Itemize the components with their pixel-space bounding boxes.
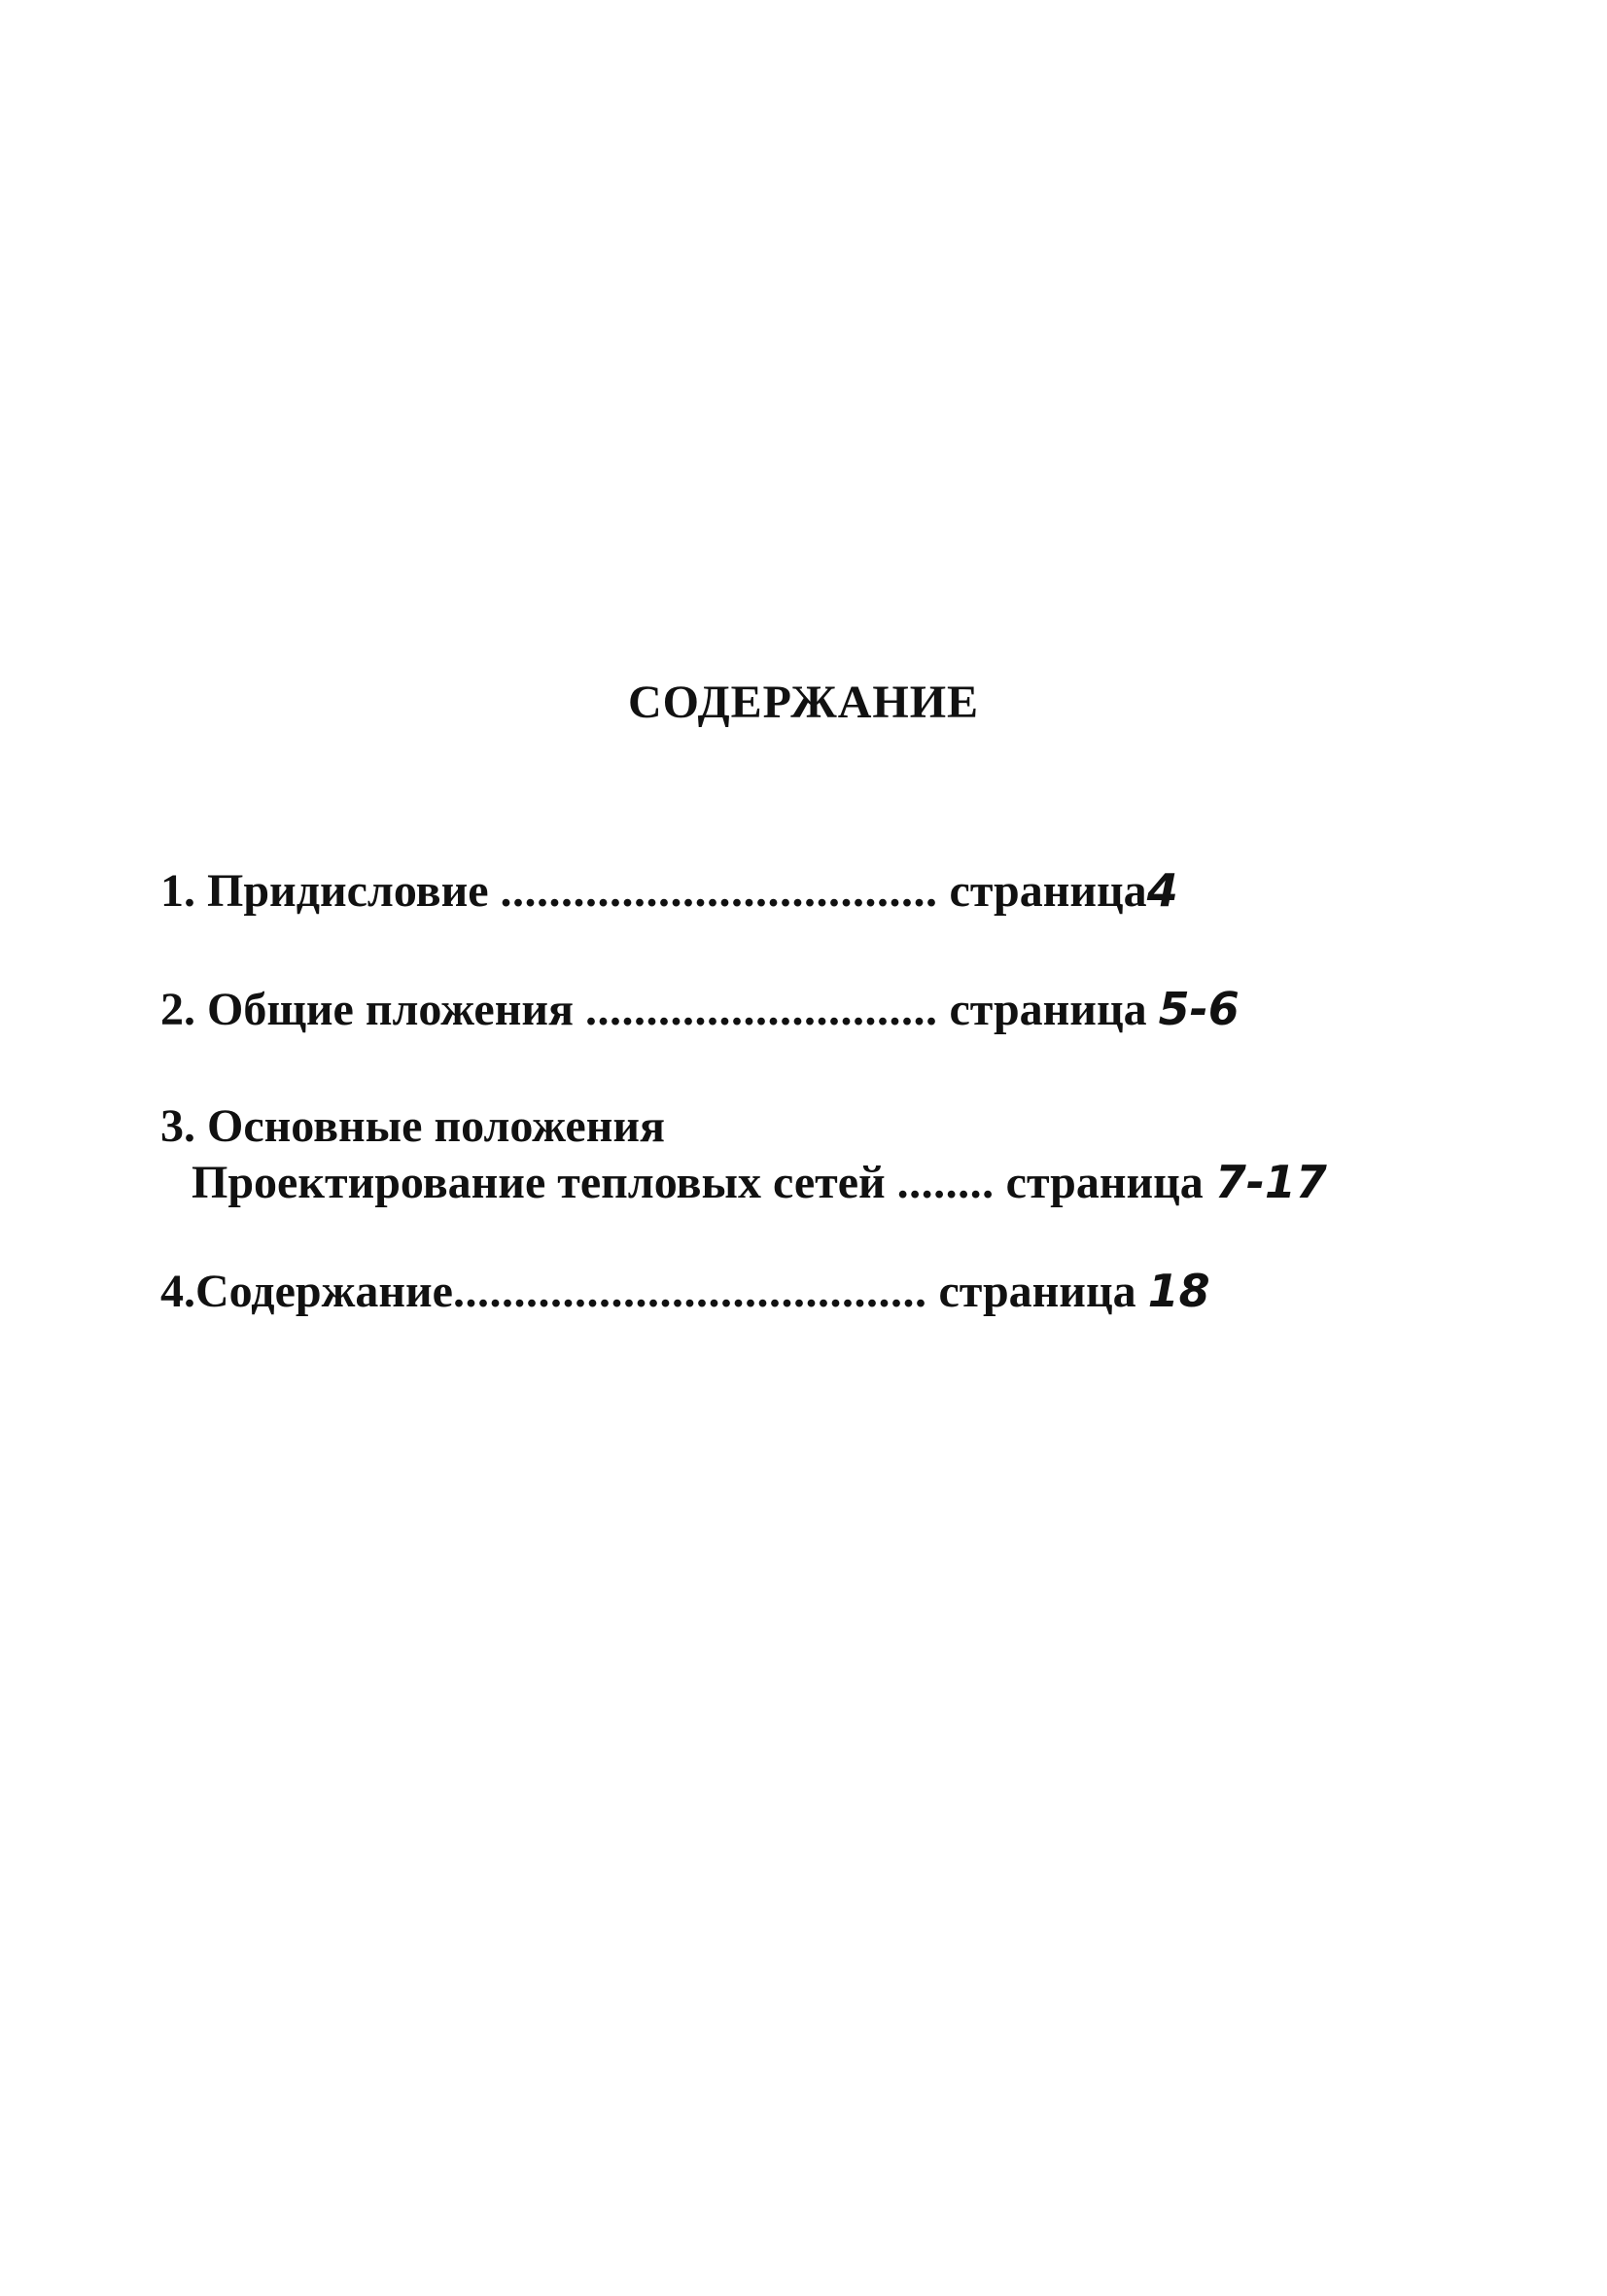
entry-title: Основные положения (207, 1100, 665, 1152)
entry-leader-dots: ............................. (584, 984, 938, 1035)
entry-title-continuation: Проектирование тепловых сетей (192, 1157, 886, 1208)
entry-number: 1. (160, 865, 195, 917)
toc-entry-2 (160, 983, 1240, 1035)
entry-page-number: 18 (1147, 1265, 1210, 1317)
entry-leader-dots: ....................................... (452, 1266, 927, 1317)
entry-number: 2. (160, 984, 195, 1035)
entry-page-number: 4 (1146, 864, 1178, 917)
entry-leader-dots: ........ (896, 1157, 995, 1208)
toc-entry-1 (160, 864, 1178, 917)
toc-entry-4 (160, 1265, 1210, 1317)
entry-page-word: страница (949, 984, 1147, 1035)
toc-entry-3 (160, 1100, 665, 1152)
entry-number: 4. (160, 1266, 195, 1317)
entry-page-word: страница (938, 1266, 1136, 1317)
entry-title: Содержание (195, 1266, 453, 1317)
toc-heading: СОДЕРЖАНИЕ (627, 677, 980, 728)
toc-entry-3-continuation (192, 1156, 1327, 1208)
entry-page-number: 7-17 (1214, 1156, 1327, 1208)
entry-page-word: страница (1005, 1157, 1204, 1208)
entry-title: Придисловие (207, 865, 489, 917)
entry-title: Общие пложения (207, 984, 574, 1035)
entry-leader-dots: .................................... (500, 865, 938, 917)
entry-page-word: страница (949, 865, 1147, 917)
entry-number: 3. (160, 1100, 195, 1152)
entry-page-number: 5-6 (1158, 983, 1240, 1035)
